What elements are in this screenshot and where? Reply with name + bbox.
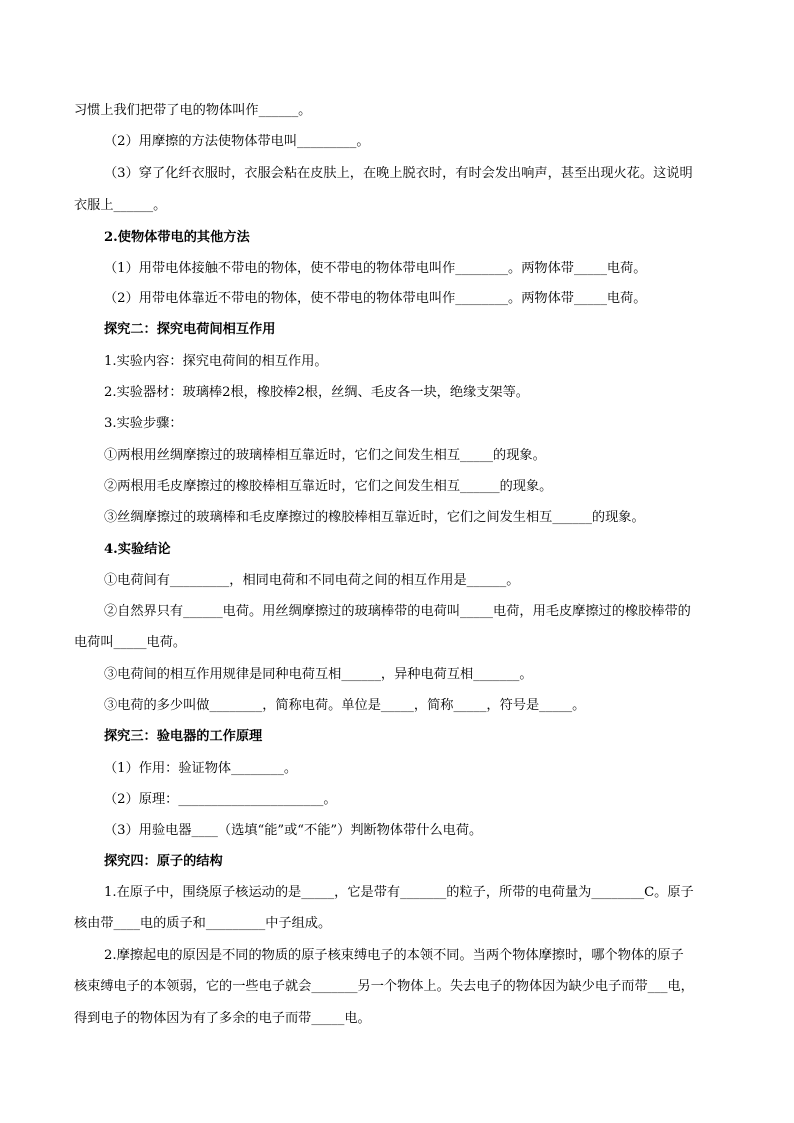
section-heading: 探究三：验电器的工作原理: [104, 729, 263, 744]
text-line: ①电荷间有_________，相同电荷和不同电荷之间的相互作用是______。: [104, 573, 520, 588]
text-line: 衣服上______。: [74, 198, 167, 213]
text-line: ③电荷的多少叫做________，简称电荷。单位是_____，简称_____，符号是_____。: [104, 698, 586, 713]
text-line: （2）用带电体靠近不带电的物体，使不带电的物体带电叫作________。两物体带_____电荷。: [104, 291, 647, 306]
text-line: ③电荷间的相互作用规律是同种电荷互相______，异种电荷互相_______。: [104, 667, 533, 682]
text-line: 得到电子的物体因为有了多余的电子而带_____电。: [74, 1011, 371, 1026]
text-line: （1）作用：验证物体________。: [104, 761, 298, 776]
text-line: （2）原理：______________________。: [104, 792, 337, 807]
text-line: （1）用带电体接触不带电的物体，使不带电的物体带电叫作________。两物体带_____电荷。: [104, 261, 647, 276]
text-line: 2.实验器材：玻璃棒2根，橡胶棒2根，丝绸、毛皮各一块，绝缘支架等。: [104, 385, 529, 400]
text-line: （2）用摩擦的方法使物体带电叫_________。: [104, 134, 370, 149]
text-line: ③丝绸摩擦过的玻璃棒和毛皮摩擦过的橡胶棒相互靠近时，它们之间发生相互______的现象。: [104, 510, 645, 525]
text-line: 1.实验内容：探究电荷间的相互作用。: [104, 354, 328, 369]
text-line: ②自然界只有______电荷。用丝绸摩擦过的玻璃棒带的电荷叫_____电荷，用毛皮摩擦过的橡胶棒带的: [104, 604, 691, 619]
text-line: （3）用验电器____（选填“能”或“不能”）判断物体带什么电荷。: [104, 823, 483, 838]
text-line: 电荷叫_____电荷。: [74, 635, 187, 650]
text-line: 2.摩擦起电的原因是不同的物质的原子核束缚电子的本领不同。当两个物体摩擦时，哪个物体的原子: [104, 948, 684, 963]
section-heading: 2.使物体带电的其他方法: [104, 230, 250, 245]
text-line: 核束缚电子的本领弱，它的一些电子就会_______另一个物体上。失去电子的物体因为缺少电子而带___电，: [74, 979, 694, 994]
text-line: ②两根用毛皮摩擦过的橡胶棒相互靠近时，它们之间发生相互______的现象。: [104, 479, 553, 494]
text-line: 3.实验步骤：: [104, 416, 183, 431]
text-line: （3）穿了化纤衣服时，衣服会粘在皮肤上，在晚上脱衣时，有时会发出响声，甚至出现火花。这说明: [104, 166, 693, 181]
section-heading: 探究二：探究电荷间相互作用: [104, 322, 276, 337]
text-line: 核由带____电的质子和_________中子组成。: [74, 916, 332, 931]
section-heading: 探究四：原子的结构: [104, 854, 223, 869]
text-line: 1.在原子中，围绕原子核运动的是_____，它是带有_______的粒子，所带的电荷量为________C。原子: [104, 885, 694, 900]
section-heading: 4.实验结论: [104, 542, 171, 557]
text-line: 习惯上我们把带了电的物体叫作______。: [74, 103, 312, 118]
text-line: ①两根用丝绸摩擦过的玻璃棒相互靠近时，它们之间发生相互_____的现象。: [104, 448, 546, 463]
